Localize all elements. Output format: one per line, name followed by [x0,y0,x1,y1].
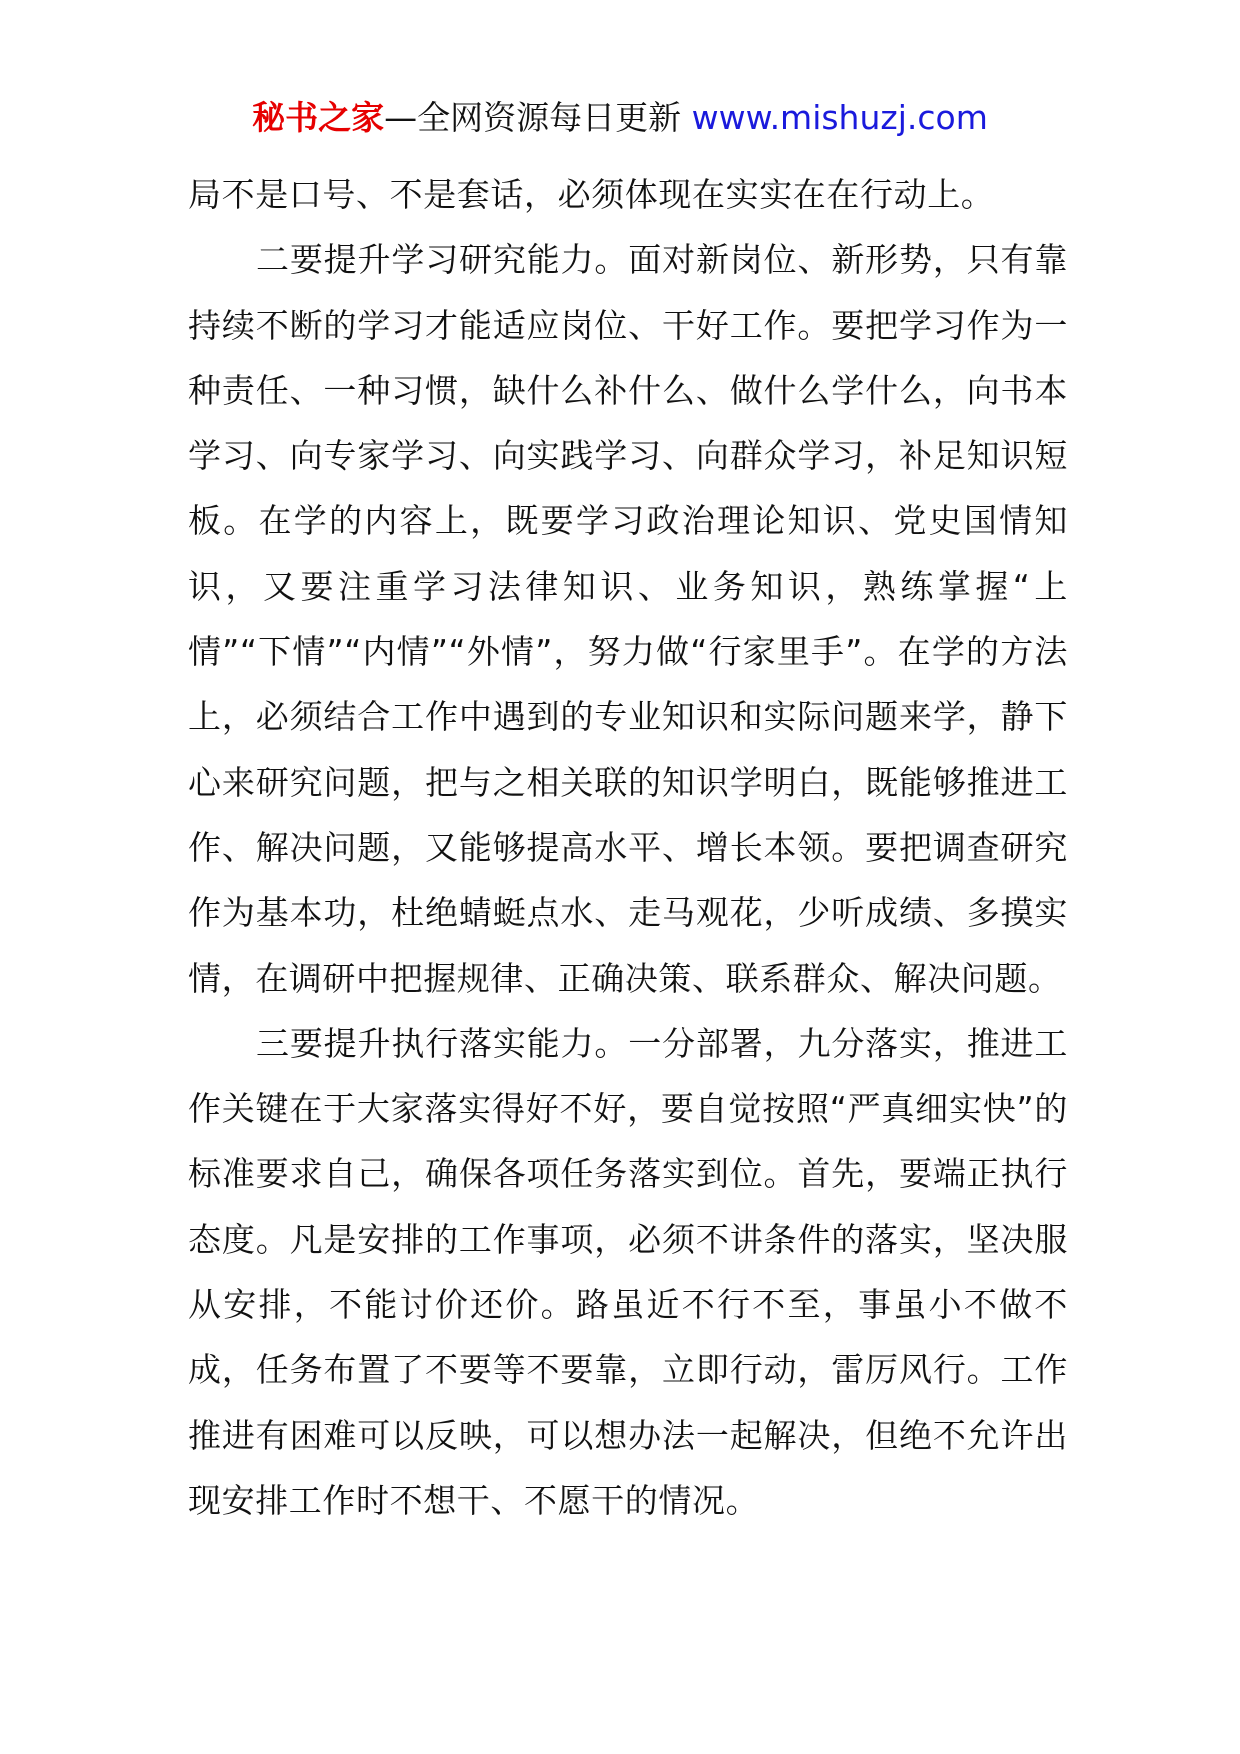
document-body [188,162,1068,1533]
brand-name: 秘书之家 [252,98,385,137]
paragraph-continuation: 局不是口号、不是套话，必须体现在实实在在行动上。 [188,175,995,214]
header-slogan: —全网资源每日更新 [384,98,682,137]
paragraph-execution: 三要提升执行落实能力。一分部署，九分落实，推进工作关键在于大家落实得好不好，要自觉按照“严真细实快”的标准要求自己，确保各项任务落实到位。首先，要端正执行态度。凡是安排的工作事项，必须不讲条件的落实，坚决服从安排，不能讨价还价。路虽近不行不至，事虽小不做不成，任务布置了不要等不要靠，立即行动，雷厉风行。工作推进有困难可以反映，可以想办法一起解决，但绝不允许出现安排工作时不想干、不愿干的情况。 [188,1023,1068,1520]
site-header [0,96,1240,140]
site-url-link[interactable]: www.mishuzj.com [691,98,988,137]
paragraph-study-research: 二要提升学习研究能力。面对新岗位、新形势，只有靠持续不断的学习才能适应岗位、干好工作。要把学习作为一种责任、一种习惯，缺什么补什么、做什么学什么，向书本学习、向专家学习、向实践学习、向群众学习，补足知识短板。在学的内容上，既要学习政治理论知识、党史国情知识，又要注重学习法律知识、业务知识，熟练掌握“上情”“下情”“内情”“外情”，努力做“行家里手”。在学的方法上，必须结合工作中遇到的专业知识和实际问题来学，静下心来研究问题，把与之相关联的知识学明白，既能够推进工作、解决问题，又能够提高水平、增长本领。要把调查研究作为基本功，杜绝蜻蜓点水、走马观花，少听成绩、多摸实情，在调研中把握规律、正确决策、联系群众、解决问题。 [188,240,1068,998]
